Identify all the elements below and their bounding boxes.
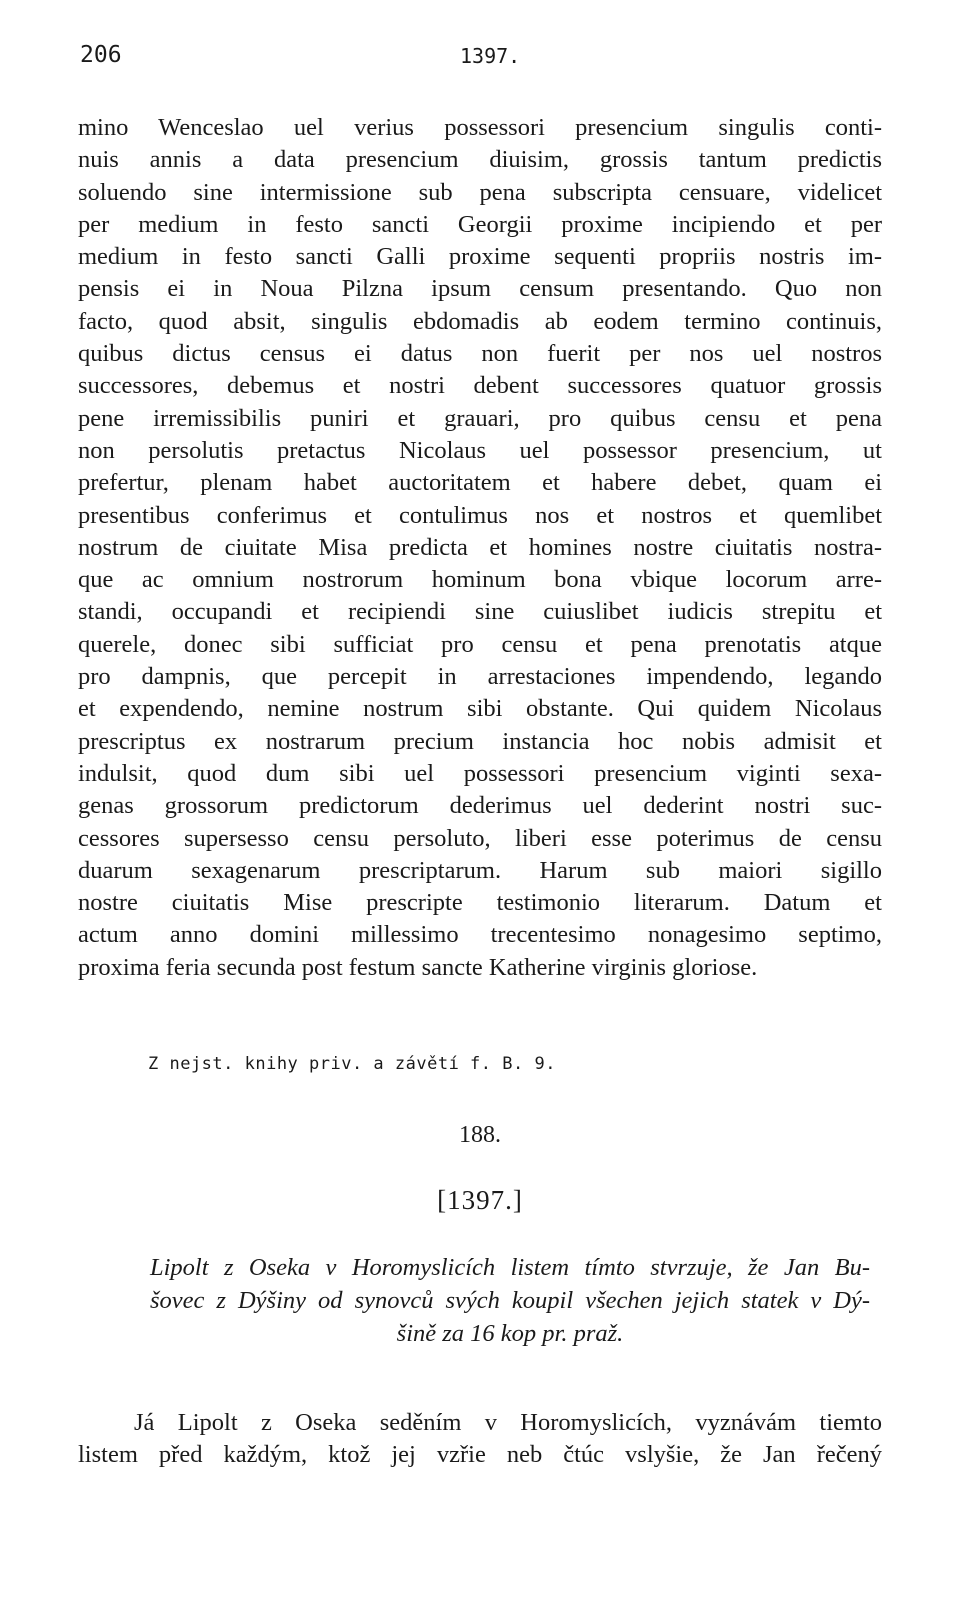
- text-line: pro dampnis, que percepit in arrestaciones impendendo, legando: [78, 663, 882, 691]
- text-line: genas grossorum predictorum dederimus uel dederint nostri suc-: [78, 792, 882, 820]
- text-line: facto, quod absit, singulis ebdomadis ab eodem termino continuis,: [78, 307, 882, 335]
- text-line: et expendendo, nemine nostrum sibi obstante. Qui quidem Nicolaus: [78, 695, 882, 723]
- summary-line: šovec z Dýšiny od synovců svých koupil všechen jejich statek v Dý-: [150, 1287, 870, 1314]
- text-line: nostre ciuitatis Mise prescripte testimonio literarum. Datum et: [78, 889, 882, 917]
- document-summary: [150, 1251, 870, 1350]
- text-line: nostrum de ciuitate Misa predicta et homines nostre ciuitatis nostra-: [78, 533, 882, 561]
- text-line: proxima feria secunda post festum sancte Katherine virginis gloriose.: [78, 953, 758, 981]
- text-line: querele, donec sibi sufficiat pro censu et pena prenotatis atque: [78, 630, 882, 658]
- text-line: prefertur, plenam habet auctoritatem et habere debet, quam ei: [78, 469, 882, 497]
- running-head-year: 1397.: [460, 44, 521, 68]
- czech-charter-text: [78, 1407, 882, 1472]
- text-line: per medium in festo sancti Georgii proxime incipiendo et per: [78, 210, 882, 238]
- document-year: [1397.]: [437, 1185, 523, 1215]
- text-line: prescriptus ex nostrarum precium instancia hoc nobis admisit et: [78, 727, 882, 755]
- text-line: medium in festo sancti Galli proxime sequenti propriis nostris im-: [78, 243, 882, 271]
- text-line: pene irremissibilis puniri et grauari, pro quibus censu et pena: [78, 404, 882, 432]
- text-line: listem před každým, ktož jej vzřie neb čtúc vslyšie, že Jan řečený: [78, 1441, 882, 1469]
- text-line: presentibus conferimus et contulimus nos et nostros et quemlibet: [78, 501, 882, 529]
- text-line: duarum sexagenarum prescriptarum. Harum sub maiori sigillo: [78, 856, 882, 884]
- latin-charter-text: [78, 112, 882, 984]
- text-line: actum anno domini millessimo trecentesimo nonagesimo septimo,: [78, 921, 882, 949]
- text-line: soluendo sine intermissione sub pena subscripta censuare, videlicet: [78, 178, 882, 206]
- page-number: 206: [80, 42, 122, 68]
- text-line: non persolutis pretactus Nicolaus uel possessor presencium, ut: [78, 436, 882, 464]
- text-line: standi, occupandi et recipiendi sine cuiuslibet iudicis strepitu et: [78, 598, 882, 626]
- page-header: [80, 42, 900, 82]
- text-line: mino Wenceslao uel verius possessori presencium singulis conti-: [78, 114, 882, 141]
- document-number: 188.: [459, 1122, 501, 1148]
- text-line: que ac omnium nostrorum hominum bona vbique locorum arre-: [78, 566, 882, 594]
- text-line: successores, debemus et nostri debent successores quatuor grossis: [78, 372, 882, 400]
- summary-line: Lipolt z Oseka v Horomyslicích listem tímto stvrzuje, že Jan Bu-: [150, 1254, 870, 1281]
- text-line: quibus dictus census ei datus non fuerit per nos uel nostros: [78, 340, 882, 368]
- text-line: indulsit, quod dum sibi uel possessori presencium viginti sexa-: [78, 759, 882, 787]
- summary-line: šině za 16 kop pr. praž.: [396, 1320, 624, 1347]
- source-note: Z nejst. knihy priv. a závětí f. B. 9.: [148, 1054, 556, 1074]
- text-line: cessores supersesso censu persoluto, liberi esse poterimus de censu: [78, 824, 882, 852]
- text-line: pensis ei in Noua Pilzna ipsum censum presentando. Quo non: [78, 275, 882, 303]
- text-line: nuis annis a data presencium diuisim, grossis tantum predictis: [78, 146, 882, 174]
- text-line: Já Lipolt z Oseka seděním v Horomyslicích, vyznávám tiemto: [134, 1409, 882, 1436]
